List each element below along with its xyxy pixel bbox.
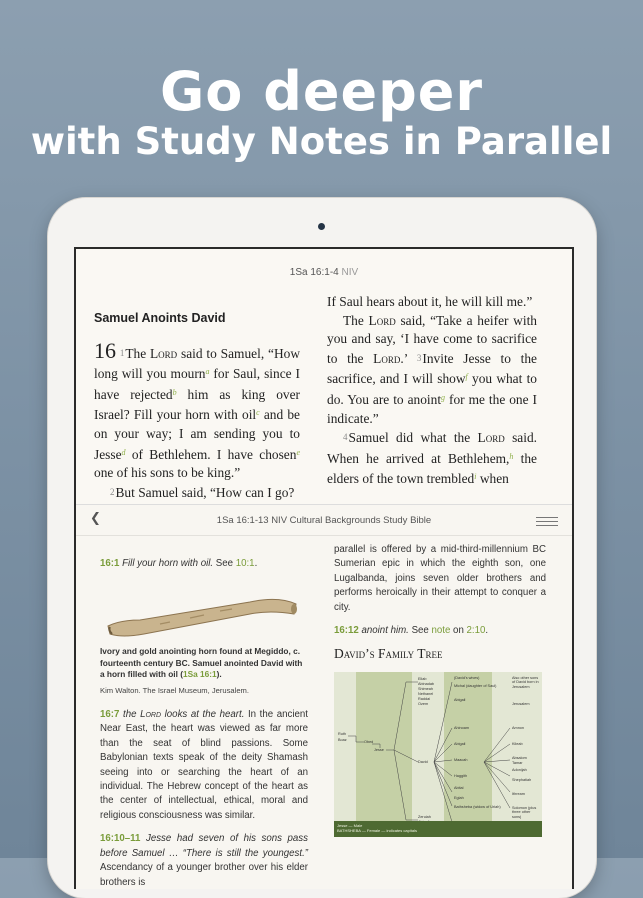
hamburger-menu-icon[interactable] <box>536 517 558 529</box>
notes-column-2 <box>334 543 546 837</box>
verse-text: one of his sons to be king.” <box>94 465 241 481</box>
verse-number[interactable]: 2 <box>110 486 115 497</box>
tree-node: Adonijah <box>512 767 527 772</box>
note-16-10 <box>100 832 308 889</box>
tree-node: (David's wives) <box>454 675 480 680</box>
note-reference[interactable]: 16:10–11 <box>100 833 141 845</box>
divine-name: Lord <box>140 709 162 721</box>
verse-paragraph-3: If Saul hears about it, he will kill me.” <box>327 294 533 309</box>
tree-node: Raddai <box>418 696 431 701</box>
tree-node: Tamar <box>512 760 523 765</box>
footnote-marker[interactable]: c <box>256 408 260 418</box>
tree-node: Ithream <box>512 791 525 796</box>
section-title: Samuel Anoints David <box>94 311 226 325</box>
note-text: . <box>254 558 258 569</box>
tree-node: Maacah <box>454 757 468 762</box>
verse-text: of Bethlehem. I have chosen <box>125 446 297 462</box>
footnote-marker[interactable]: h <box>509 451 514 461</box>
verse-number[interactable]: 3 <box>416 352 422 363</box>
ipad-screen <box>74 247 574 889</box>
divine-name: Lord <box>373 350 401 366</box>
tree-node: Jerusalem <box>512 701 530 706</box>
verse-text: But Samuel said, “How can I go? <box>115 484 295 500</box>
tree-node: Abital <box>454 785 464 790</box>
footnote-marker[interactable]: a <box>205 367 210 377</box>
verse-number[interactable]: 1 <box>119 347 125 358</box>
verse-paragraph-2 <box>94 483 300 503</box>
note-reference[interactable]: 16:1 <box>100 558 120 569</box>
legend-male: Jesse — Male <box>337 822 363 828</box>
footnote-marker[interactable]: f <box>465 372 468 382</box>
tree-node: Absalom <box>512 755 527 760</box>
tree-node: Bathsheba (widow of Uriah) <box>454 804 501 809</box>
tree-node: Zeruiah <box>418 814 431 819</box>
note-16-12 <box>334 624 546 638</box>
verse-number[interactable]: 4 <box>343 432 348 443</box>
tree-node: Shephatiah <box>512 777 532 782</box>
footnote-marker[interactable]: b <box>172 387 177 397</box>
verse-text: for me the one I indicate.” <box>327 391 537 426</box>
note-text: In the ancient Near East, the heart was viewed as far more than the seat of blind passions. Some Babylonian texts speak of the deity Shamash seeing into or searching the heart of an individual. The Hebrew concept of the heart as the center of intellectual, ethical, moral and religious consciousness was similar. <box>100 709 308 821</box>
verse-text: .’ <box>400 350 417 366</box>
note-text: See <box>213 558 236 569</box>
note-phrase-part: looks at the heart. <box>161 709 245 721</box>
figure-caption <box>100 646 308 680</box>
tree-note: Also other sons of David born in Jerusalem <box>512 675 539 690</box>
tree-node: Kileab <box>512 741 523 746</box>
note-16-1 <box>100 557 308 571</box>
verse-text: Samuel did what the <box>348 430 478 446</box>
figure-source: Kim Walton. The Israel Museum, Jerusalem. <box>100 685 249 695</box>
note-reference[interactable]: 16:12 <box>334 625 359 637</box>
bible-text-column-2 <box>327 293 537 489</box>
family-tree-title: David’s Family Tree <box>334 646 443 662</box>
divine-name: Lord <box>150 345 178 361</box>
verse-text: you what to do. You are to anoint <box>327 371 537 407</box>
note-reference[interactable]: 16:7 <box>100 709 120 721</box>
headline-line1: Go deeper <box>159 60 484 123</box>
study-notes-panel <box>76 504 572 889</box>
verse-text: said, “Take a heifer with you and say, ‘I have come to sacrifice to the <box>327 312 537 366</box>
note-phrase: anoint him. <box>361 625 409 637</box>
tree-node: Ruth <box>338 731 347 736</box>
tree-node: Abinadab <box>418 681 435 686</box>
note-text: on <box>450 625 467 637</box>
chapter-number: 16 <box>94 337 116 363</box>
caption-text: Ivory and gold anointing horn found at Megiddo, c. fourteenth century BC. Samuel anointed David with a horn filled with oil ( <box>100 646 303 680</box>
verse-text: when <box>476 471 509 487</box>
tree-node: Obed <box>364 739 374 744</box>
legend-female: BATHSHEBA — Female — indicates capitals <box>337 827 417 833</box>
verse-text: the elders of the town trembled <box>327 450 537 487</box>
tree-node: Boaz <box>338 737 347 742</box>
bible-text-column-1 <box>94 309 300 502</box>
tree-node: Nethanel <box>418 691 434 696</box>
camera-icon <box>318 223 325 230</box>
note-phrase <box>123 709 244 720</box>
divine-name: Lord <box>368 312 396 328</box>
tree-node: Solomon (plus three other sons) <box>512 805 537 820</box>
tree-node: Jesse <box>374 747 384 752</box>
reference-header[interactable] <box>76 267 572 278</box>
note-16-7 <box>100 708 308 823</box>
verse-text: The <box>343 312 369 328</box>
note-text: . <box>485 625 489 637</box>
tree-node: Haggith <box>454 773 468 778</box>
note-phrase: Fill your horn with oil. <box>122 558 214 569</box>
tree-node: Michal (daughter of Saul) <box>454 683 497 688</box>
verse-text: and be on your way; I am sending you to Jesse <box>94 407 301 462</box>
divine-name: Lord <box>477 430 505 446</box>
footnote-marker[interactable]: d <box>121 447 126 457</box>
study-notes-toolbar <box>76 505 572 536</box>
tree-node: Shimeah <box>418 686 433 691</box>
cross-reference-link[interactable]: note <box>431 625 451 637</box>
note-phrase-part: the <box>123 709 141 721</box>
tree-node: Eglah <box>454 795 464 800</box>
verse-text: The <box>125 345 150 361</box>
note-continuation: parallel is offered by a mid-third-millennium BC Sumerian epic in which the eighth son, one Lugalbanda, joins seven older brothers and performs heroically in their attempt to conquer a city. <box>334 544 546 613</box>
tree-node: David <box>418 759 428 764</box>
version-label[interactable]: NIV <box>341 267 359 278</box>
note-phrase: Jesse had seven of his sons pass before Samuel … “There is still the youngest.” <box>100 833 308 859</box>
verse-text: Invite Jesse to the sacrifice, and I will show <box>327 350 537 387</box>
cross-reference-link[interactable]: 2:10 <box>466 625 486 637</box>
verse-paragraph-5 <box>327 428 537 489</box>
verse-text: said. When he arrived at Bethlehem, <box>327 430 537 466</box>
tree-node: Ahinoam <box>454 725 469 730</box>
tree-node: Ozem <box>418 701 429 706</box>
verse-text: said to Samuel, “How long will you mourn <box>94 345 300 382</box>
verse-text: him as king over Israel? Fill your horn with oil <box>94 386 300 423</box>
tree-node: Eliab <box>418 676 427 681</box>
notes-column-1 <box>100 557 308 889</box>
footnote-marker[interactable]: i <box>474 472 477 482</box>
cross-reference-link[interactable]: 1Sa 16:1 <box>182 669 217 680</box>
chevron-left-icon[interactable]: ❮ <box>90 511 101 526</box>
caption-text: ). <box>216 669 222 680</box>
tree-node: Abigail <box>454 697 466 702</box>
verse-paragraph-1 <box>94 337 301 483</box>
verse-paragraph-4 <box>327 312 537 429</box>
tree-node: Abigail <box>454 741 466 746</box>
footnote-marker[interactable]: g <box>441 392 446 402</box>
headline-line2: with Study Notes in Parallel <box>30 120 613 163</box>
family-tree-lines <box>334 672 542 837</box>
family-tree-diagram[interactable] <box>334 672 542 837</box>
anointing-horn-image[interactable] <box>100 580 308 642</box>
note-text: See <box>408 625 432 637</box>
study-notes-title[interactable]: 1Sa 16:1-13 NIV Cultural Backgrounds Study Bible <box>216 515 432 526</box>
cross-reference-link[interactable]: 10:1 <box>235 558 255 569</box>
note-text: Ascendancy of a younger brother over his elder brothers is <box>100 862 308 888</box>
verse-text: for Saul, since I have rejected <box>94 366 300 402</box>
footnote-marker[interactable]: e <box>296 447 300 457</box>
tree-node: Amnon <box>512 725 525 730</box>
reference-label: 1Sa 16:1-4 <box>289 267 339 278</box>
tree-legend <box>334 821 542 837</box>
